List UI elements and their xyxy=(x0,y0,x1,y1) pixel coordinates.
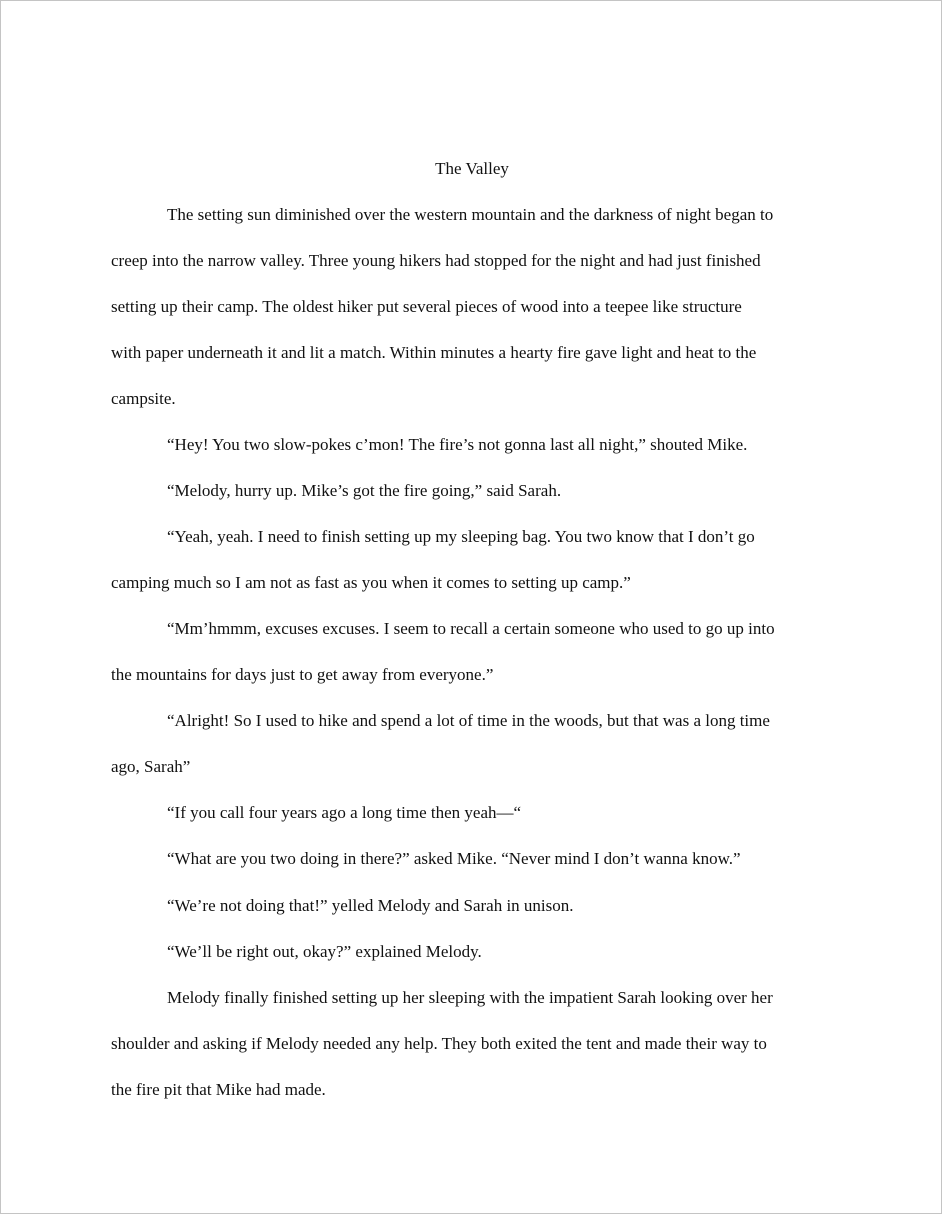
paragraph-line: “Yeah, yeah. I need to finish setting up my sleeping bag. You two know that I don’t go xyxy=(167,527,755,546)
paragraph-line: setting up their camp. The oldest hiker put several pieces of wood into a teepee like structure xyxy=(111,297,742,316)
paragraph-line: Melody finally finished setting up her sleeping with the impatient Sarah looking over her xyxy=(167,988,773,1007)
paragraph-line: The setting sun diminished over the western mountain and the darkness of night began to xyxy=(167,205,774,224)
paragraph-line: with paper underneath it and lit a match. Within minutes a hearty fire gave light and heat to the xyxy=(111,343,757,362)
paragraph-line: “Hey! You two slow-pokes c’mon! The fire’s not gonna last all night,” shouted Mike. xyxy=(167,435,748,454)
paragraph-line: “Alright! So I used to hike and spend a lot of time in the woods, but that was a long time xyxy=(167,711,770,730)
paragraph-line: “If you call four years ago a long time then yeah—“ xyxy=(167,803,522,822)
paragraph-line: “We’ll be right out, okay?” explained Melody. xyxy=(167,942,482,961)
document-title: The Valley xyxy=(435,159,509,178)
paragraph-line: “Melody, hurry up. Mike’s got the fire going,” said Sarah. xyxy=(167,481,562,500)
paragraph-line: the fire pit that Mike had made. xyxy=(111,1080,326,1099)
paragraph-line: “Mm’hmmm, excuses excuses. I seem to recall a certain someone who used to go up into xyxy=(167,619,775,638)
paragraph-line: the mountains for days just to get away from everyone.” xyxy=(111,665,494,684)
paragraph-line: shoulder and asking if Melody needed any help. They both exited the tent and made their way to xyxy=(111,1034,767,1053)
paragraph-line: “What are you two doing in there?” asked Mike. “Never mind I don’t wanna know.” xyxy=(167,849,741,868)
paragraph-line: camping much so I am not as fast as you when it comes to setting up camp.” xyxy=(111,573,631,592)
paragraph-line: creep into the narrow valley. Three young hikers had stopped for the night and had just finished xyxy=(111,251,761,270)
paragraph-line: campsite. xyxy=(111,389,176,408)
paragraph-line: “We’re not doing that!” yelled Melody and Sarah in unison. xyxy=(167,896,574,915)
paragraph-line: ago, Sarah” xyxy=(111,757,191,776)
